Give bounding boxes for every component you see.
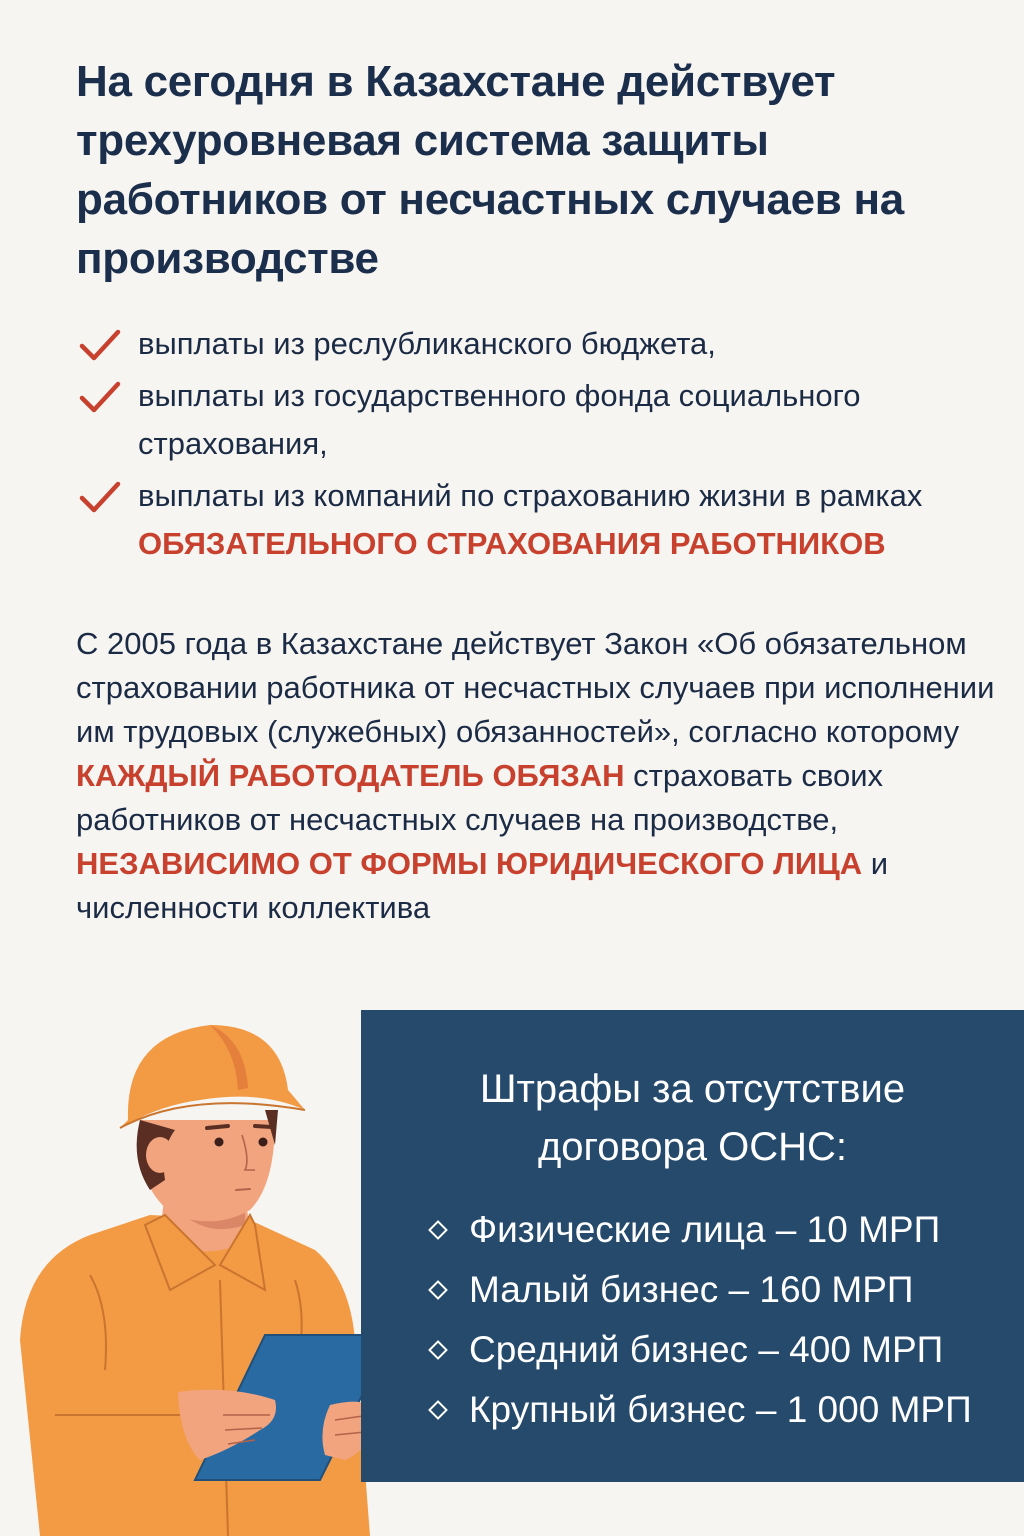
law-highlight-employer: КАЖДЫЙ РАБОТОДАТЕЛЬ ОБЯЗАН	[76, 758, 625, 793]
fine-item-text: Малый бизнес – 160 МРП	[469, 1269, 914, 1310]
check-icon	[78, 480, 122, 516]
checklist-item-highlight: ОБЯЗАТЕЛЬНОГО СТРАХОВАНИЯ РАБОТНИКОВ	[138, 526, 886, 561]
law-paragraph	[76, 622, 996, 930]
fine-item-text: Физические лица – 10 МРП	[469, 1209, 941, 1250]
check-icon	[78, 328, 122, 364]
fine-item-text: Крупный бизнес – 1 000 МРП	[469, 1389, 972, 1430]
law-highlight-legal-form: НЕЗАВИСИМО ОТ ФОРМЫ ЮРИДИЧЕСКОГО ЛИЦА	[76, 846, 863, 881]
law-text-part1: С 2005 года в Казахстане действует Закон «Об обязательном страховании работника от несчастных случаев при исполнении им трудовых (служебных) обязанностей», согласно которому	[76, 626, 995, 749]
fines-title-line1: Штрафы за отсутствие	[479, 1067, 906, 1111]
fine-item	[429, 1380, 972, 1440]
worker-illustration	[0, 1010, 400, 1536]
fine-item	[429, 1320, 972, 1380]
checklist-item	[78, 320, 998, 368]
checklist	[78, 320, 998, 568]
checklist-item	[78, 472, 998, 568]
diamond-bullet-icon	[428, 1400, 448, 1420]
law-text-part2: страховать своих работников от несчастных случаев на производстве,	[76, 758, 884, 837]
checklist-item-text: выплаты из компаний по страхованию жизни в рамках	[138, 478, 923, 513]
fine-item-text: Средний бизнес – 400 МРП	[469, 1329, 944, 1370]
fines-list	[429, 1200, 972, 1440]
checklist-item-text: выплаты из реслубликанского бюджета,	[138, 326, 716, 361]
checklist-item	[78, 372, 998, 468]
fines-title-line2: договора ОСНС:	[537, 1125, 848, 1169]
checklist-item-text: выплаты из государственного фонда социального страхования,	[138, 378, 861, 461]
fine-item	[429, 1260, 972, 1320]
fines-panel	[361, 1010, 1024, 1482]
diamond-bullet-icon	[428, 1280, 448, 1300]
law-text-part3: и численности коллектива	[76, 846, 889, 925]
headline: На сегодня в Казахстане действует трехуровневая система защиты работников от несчастных случаев на производстве	[76, 57, 904, 283]
diamond-bullet-icon	[428, 1340, 448, 1360]
check-icon	[78, 380, 122, 416]
diamond-bullet-icon	[428, 1220, 448, 1240]
fines-title	[361, 1060, 1024, 1176]
fine-item	[429, 1200, 972, 1260]
